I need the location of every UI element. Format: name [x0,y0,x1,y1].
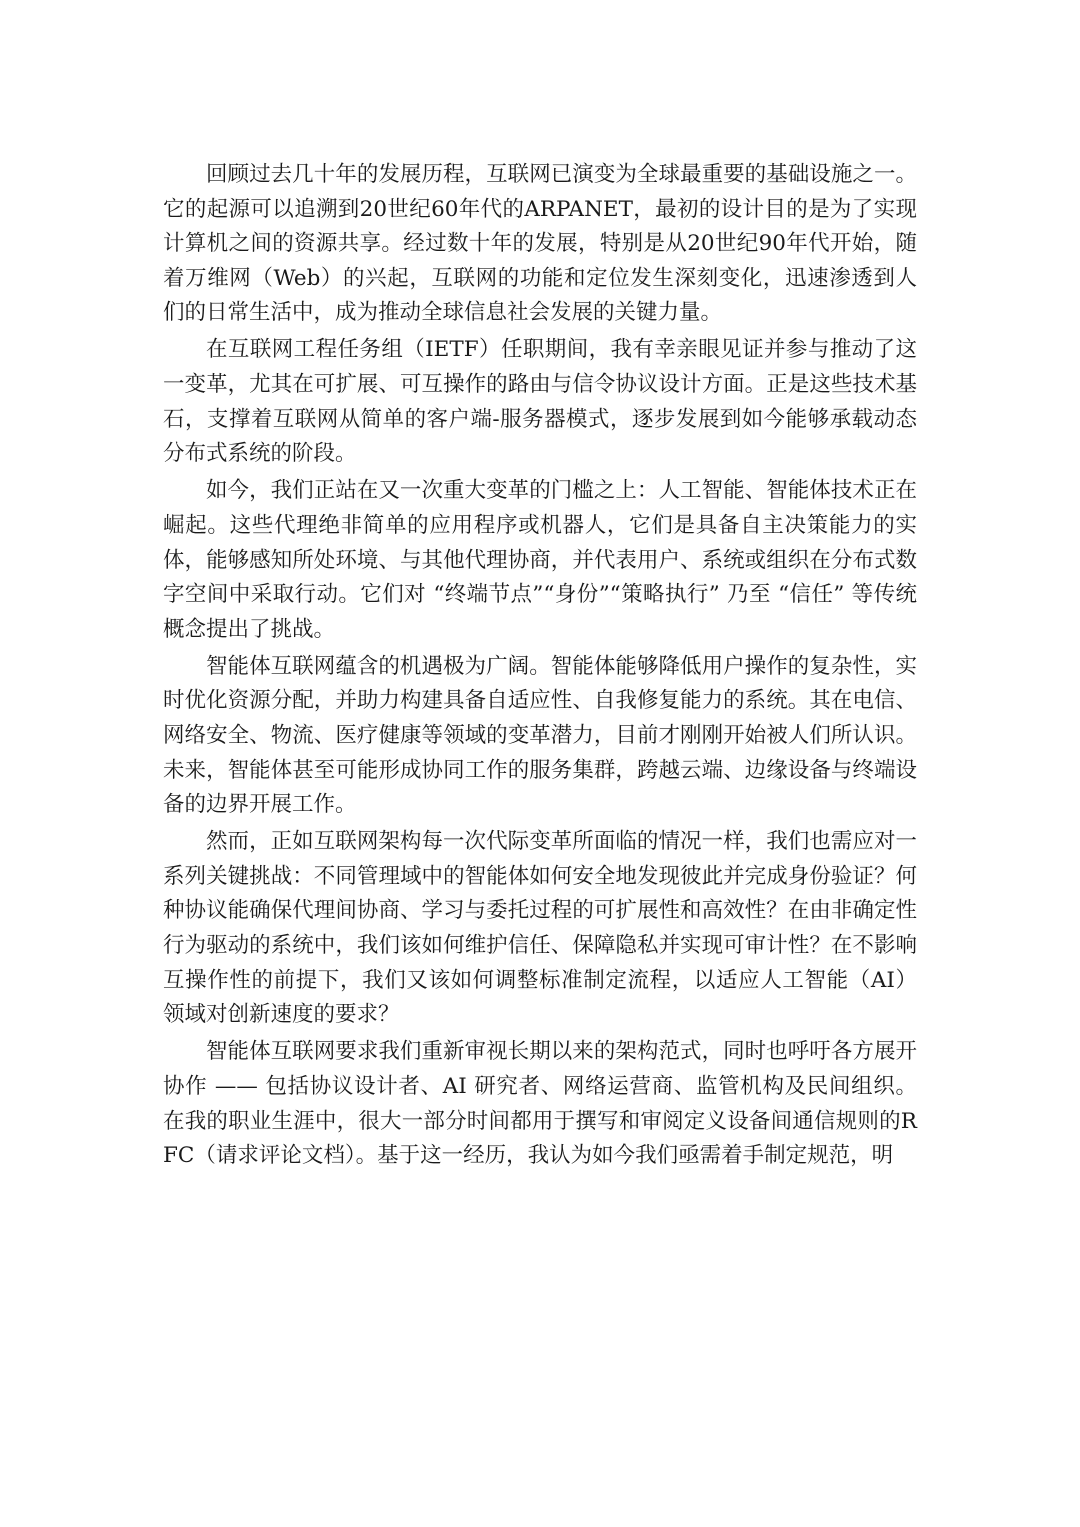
paragraph-5: 然而，正如互联网架构每一次代际变革所面临的情况一样，我们也需应对一系列关键挑战：不同管理域中的智能体如何安全地发现彼此并完成身份验证？何种协议能确保代理间协商、学习与委托过程的可扩展性和高效性？在由非确定性行为驱动的系统中，我们该如何维护信任、保障隐私并实现可审计性？在不影响互操作性的前提下，我们又该如何调整标准制定流程，以适应人工智能（AI）领域对创新速度的要求？ [163,829,917,1028]
paragraph-6: 智能体互联网要求我们重新审视长期以来的架构范式，同时也呼吁各方展开协作 —— 包括协议设计者、AI 研究者、网络运营商、监管机构及民间组织。在我的职业生涯中，很大一部分时间都用于撰写和审阅定义设备间通信规则的RFC（请求评论文档）。基于这一经历，我认为如今我们亟需着手制定规范，明 [163,1039,917,1169]
paragraph-3: 如今，我们正站在又一次重大变革的门槛之上：人工智能、智能体技术正在崛起。这些代理绝非简单的应用程序或机器人，它们是具备自主决策能力的实体，能够感知所处环境、与其他代理协商，并代表用户、系统或组织在分布式数字空间中采取行动。它们对 “终端节点”“身份”“策略执行” 乃至 “信任” 等传统概念提出了挑战。 [163,478,917,642]
paragraph-1: 回顾过去几十年的发展历程，互联网已演变为全球最重要的基础设施之一。它的起源可以追溯到20世纪60年代的ARPANET，最初的设计目的是为了实现计算机之间的资源共享。经过数十年的发展，特别是从20世纪90年代开始，随着万维网（Web）的兴起，互联网的功能和定位发生深刻变化，迅速渗透到人们的日常生活中，成为推动全球信息社会发展的关键力量。 [163,162,917,326]
paragraph-2: 在互联网工程任务组（IETF）任职期间，我有幸亲眼见证并参与推动了这一变革，尤其在可扩展、可互操作的路由与信令协议设计方面。正是这些技术基石，支撑着互联网从简单的客户端-服务器模式，逐步发展到如今能够承载动态分布式系统的阶段。 [163,337,917,467]
paragraph-4: 智能体互联网蕴含的机遇极为广阔。智能体能够降低用户操作的复杂性，实时优化资源分配，并助力构建具备自适应性、自我修复能力的系统。其在电信、网络安全、物流、医疗健康等领域的变革潜力，目前才刚刚开始被人们所认识。未来，智能体甚至可能形成协同工作的服务集群，跨越云端、边缘设备与终端设备的边界开展工作。 [163,653,917,818]
document-body [163,158,917,1176]
